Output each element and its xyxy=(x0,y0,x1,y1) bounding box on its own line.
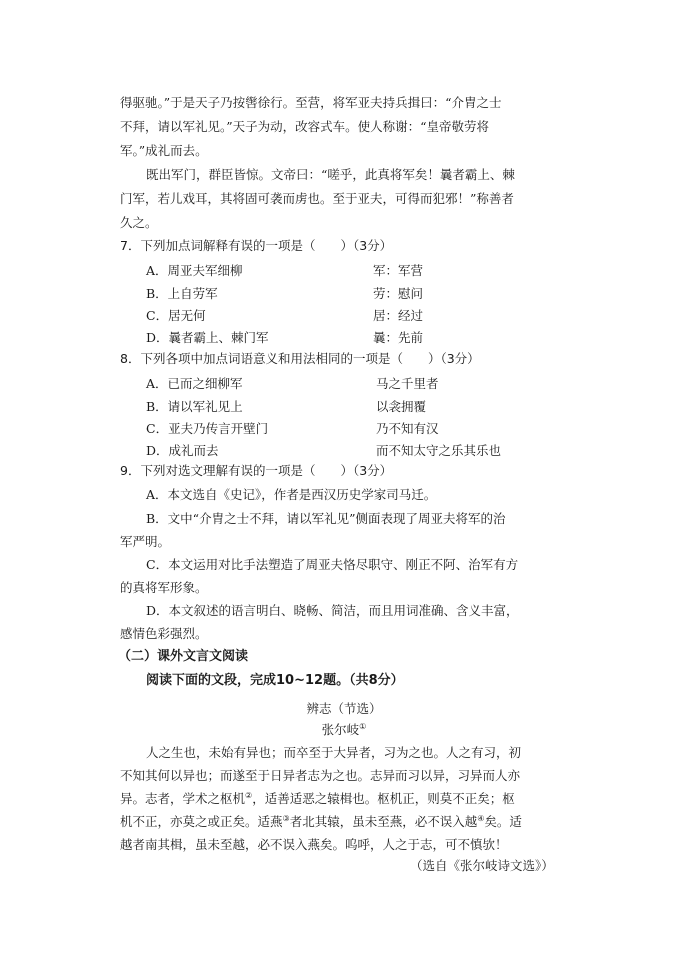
q8-option-c-compare: 乃不知有汉 xyxy=(376,421,439,436)
footnote-mark: ② xyxy=(245,790,253,800)
question-8-stem: 8．下列各项中加点词语意义和用法相同的一项是（ ）（3分） xyxy=(120,351,480,366)
q8-option-a-compare: 马之千里者 xyxy=(376,376,439,391)
excerpt-source: （选自《张尔岐诗文选》） xyxy=(410,858,554,873)
excerpt-text: 者北其辕，虽未至燕，必不误入越 xyxy=(289,814,478,829)
q9-option-c: C．本文运用对比手法塑造了周亚夫恪尽职守、刚正不阿、治军有方 xyxy=(146,557,519,572)
q7-option-c-gloss: 居：经过 xyxy=(373,308,424,323)
passage-line: 既出军门，群臣皆惊。文帝曰：“嗟乎，此真将军矣！曩者霸上、棘 xyxy=(146,167,515,182)
footnote-mark: ③ xyxy=(282,813,290,823)
passage-line: 军。”成礼而去。 xyxy=(120,143,208,158)
q8-option-d: D．成礼而去 xyxy=(146,443,219,458)
excerpt-text: 机不正，亦莫之或正矣。适燕 xyxy=(120,814,283,829)
section-instruction: 阅读下面的文段，完成10~12题。（共8分） xyxy=(146,673,404,688)
q7-option-a: A．周亚夫军细柳 xyxy=(146,263,243,278)
q9-option-d: D．本文叙述的语言明白、晓畅、简洁，而且用词准确、含义丰富， xyxy=(146,603,519,618)
excerpt-line: 人之生也，未始有异也；而卒至于大异者，习为之也。人之有习，初 xyxy=(146,745,522,760)
passage-line: 久之。 xyxy=(120,215,158,230)
excerpt-author xyxy=(0,720,688,738)
q9-option-c-cont: 的真将军形象。 xyxy=(120,580,208,595)
excerpt-line xyxy=(120,791,515,807)
q8-option-b: B．请以军礼见上 xyxy=(146,399,243,414)
question-7-stem: 7．下列加点词解释有误的一项是（ ）（3分） xyxy=(120,238,393,253)
q7-option-b-gloss: 劳：慰问 xyxy=(373,286,424,301)
q8-option-d-compare: 而不知太守之乐其乐也 xyxy=(376,443,502,458)
q9-option-a: A．本文选自《史记》，作者是西汉历史学家司马迁。 xyxy=(146,487,437,502)
q7-option-d-gloss: 曩：先前 xyxy=(373,330,424,345)
passage-line: 门军，若儿戏耳，其将固可袭而虏也。至于亚夫，可得而犯邪！”称善者 xyxy=(120,191,514,206)
q8-option-b-compare: 以衾拥覆 xyxy=(376,399,427,414)
author-footnote-mark: ① xyxy=(359,721,367,731)
q7-option-b: B．上自劳军 xyxy=(146,286,218,301)
q8-option-c: C．亚夫乃传言开壁门 xyxy=(146,421,269,436)
q9-option-b-cont: 军严明。 xyxy=(120,534,171,549)
excerpt-text: 异。志者，学术之枢机 xyxy=(120,791,246,806)
footnote-mark: ④ xyxy=(477,813,485,823)
q8-option-a: A．已而之细柳军 xyxy=(146,376,243,391)
q7-option-c: C．居无何 xyxy=(146,308,206,323)
excerpt-text: 矣。适 xyxy=(484,814,522,829)
excerpt-text: ，适善适恶之辕楫也。枢机正，则莫不正矣；枢 xyxy=(252,791,515,806)
question-9-stem: 9．下列对选文理解有误的一项是（ ）（3分） xyxy=(120,463,393,478)
q9-option-d-cont: 感情色彩强烈。 xyxy=(120,626,208,641)
excerpt-line: 越者南其楫，虽未至越，必不误入燕矣。呜呼，人之于志，可不慎欤！ xyxy=(120,837,508,852)
passage-line: 得驱驰。”于是天子乃按辔徐行。至营，将军亚夫持兵揖曰：“介胄之士 xyxy=(120,95,502,110)
passage-line: 不拜，请以军礼见。”天子为动，改容式车。使人称谢：“皇帝敬劳将 xyxy=(120,119,490,134)
q9-option-b: B．文中“介胄之士不拜，请以军礼见”侧面表现了周亚夫将军的治 xyxy=(146,511,506,526)
section-heading: （二）课外文言文阅读 xyxy=(118,649,249,664)
q7-option-d: D．曩者霸上、棘门军 xyxy=(146,330,269,345)
excerpt-line xyxy=(120,814,522,830)
excerpt-title: 辨志（节选） xyxy=(306,701,382,716)
excerpt-line: 不知其何以异也；而遂至于日异者志为之也。志异而习以异，习异而人亦 xyxy=(120,768,521,783)
q7-option-a-gloss: 军：军营 xyxy=(373,263,424,278)
author-name: 张尔岐 xyxy=(321,722,360,737)
